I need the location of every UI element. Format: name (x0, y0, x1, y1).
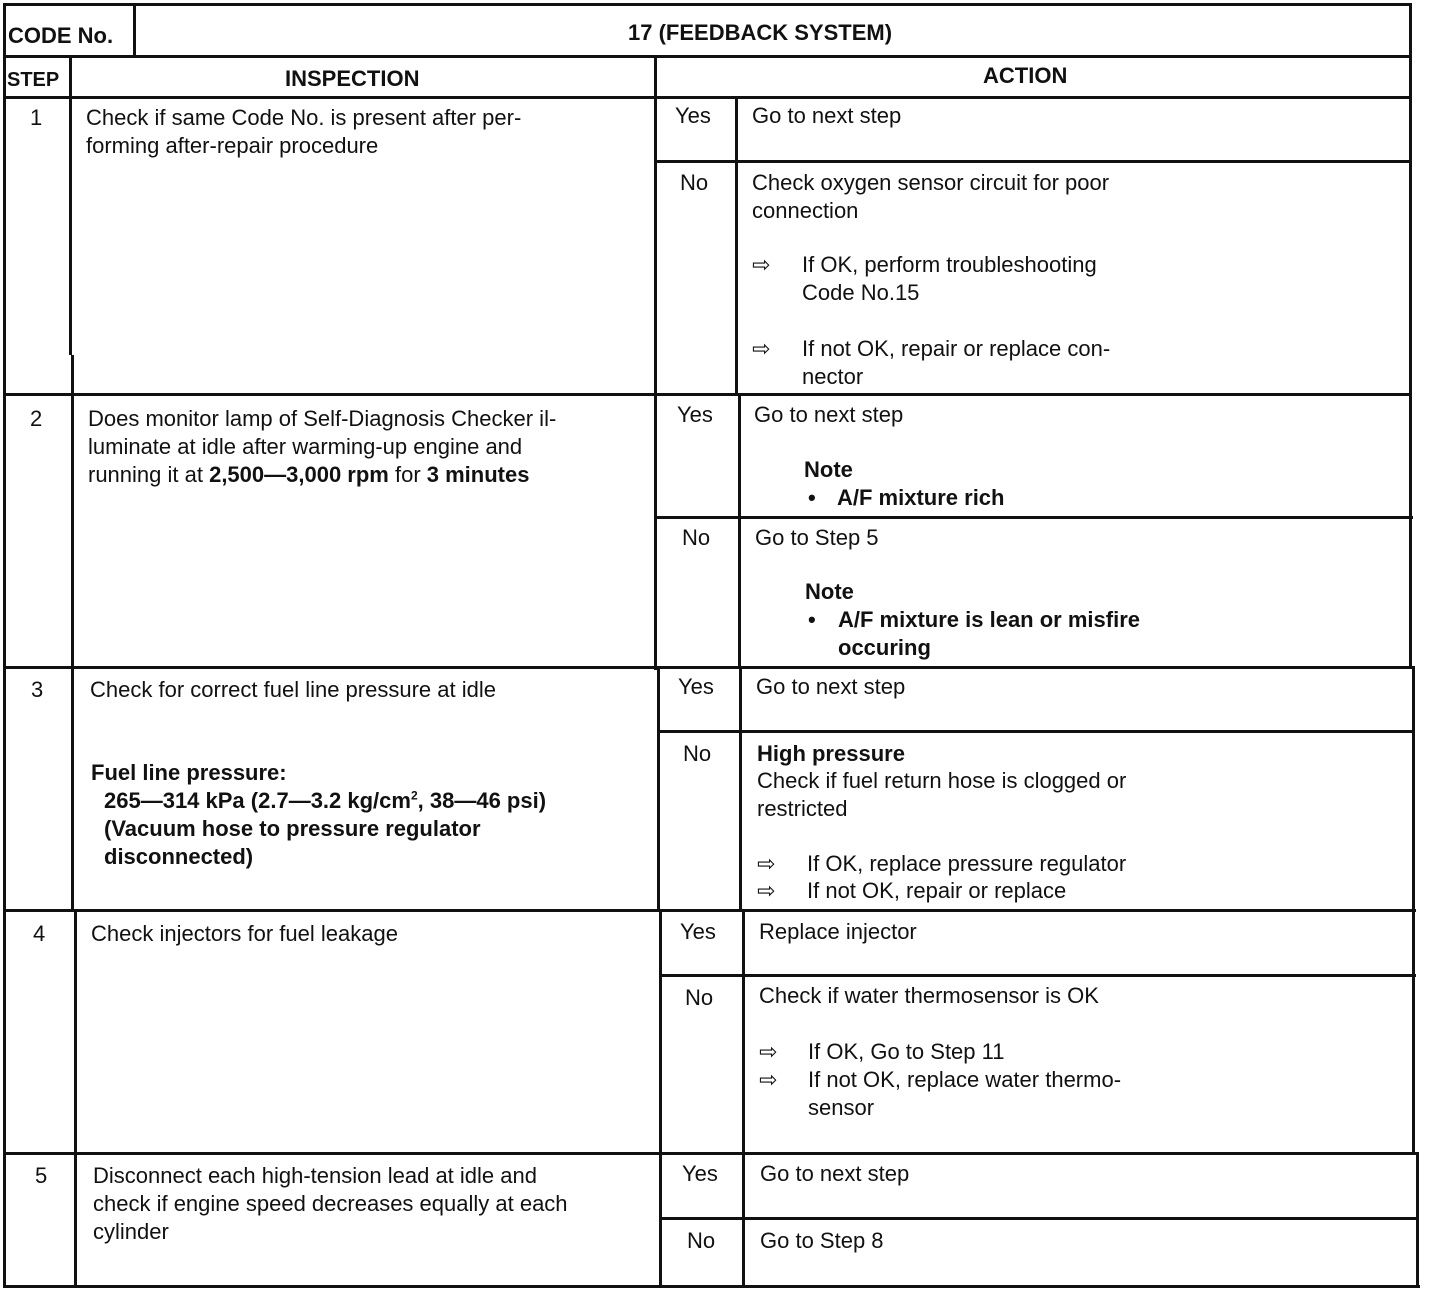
step4-yes-divider (660, 974, 1416, 977)
step-2-no-action: Go to Step 5 (755, 525, 879, 550)
step-1-no-bullet-line: If not OK, repair or replace con- (802, 336, 1111, 361)
header-divider (3, 55, 1411, 58)
step4-bottom (6, 1152, 1418, 1155)
step-3-spec-superscript: 2 (410, 788, 418, 803)
step-3-no-label: No (683, 741, 712, 766)
step-1-no-bullet-2 (802, 335, 1110, 391)
table-border-left (3, 3, 6, 1288)
step-4-no-bullet-line: If not OK, replace water thermo- (808, 1067, 1122, 1092)
step-3-spec-text: , 38—46 psi) (417, 788, 547, 813)
step-1-no-label: No (680, 170, 709, 195)
step-3-yes-label: Yes (678, 674, 714, 699)
step5-yes-divider (662, 1217, 1418, 1220)
bullet-icon: • (808, 607, 816, 632)
table-border-right-lower (1412, 666, 1415, 1154)
step-1-no-line: Check oxygen sensor circuit for poor (752, 170, 1110, 195)
step-3-no-action (757, 767, 1126, 823)
step-1-inspection-line: Check if same Code No. is present after per- (86, 105, 522, 130)
step-1-inspection-line: forming after-repair procedure (86, 133, 379, 158)
step-2-number: 2 (30, 406, 43, 431)
step-3-no-bullet-2: If not OK, repair or replace (807, 878, 1067, 903)
yesno-action-divider-2 (738, 393, 741, 669)
step-2-no-note-line: occuring (838, 635, 931, 660)
step-3-no-line: restricted (757, 796, 848, 821)
action-column-header: ACTION (983, 63, 1068, 88)
step2-bottom (6, 666, 1414, 669)
step-1-yes-label: Yes (675, 103, 711, 128)
step-3-yes-action: Go to next step (756, 674, 906, 699)
step-3-spec-pressure (104, 787, 546, 815)
step3-yes-divider (658, 730, 1414, 733)
step-2-no-label: No (682, 525, 711, 550)
step-3-no-line: Check if fuel return hose is clogged or (757, 768, 1127, 793)
step-4-number: 4 (33, 921, 46, 946)
step-2-yes-note-item: A/F mixture rich (837, 485, 1005, 510)
step-2-inspection (88, 405, 556, 489)
step-1-inspection (86, 104, 521, 160)
step-3-no-bullet-1: If OK, replace pressure regulator (807, 851, 1127, 876)
step2-yes-divider (656, 516, 1413, 519)
step-1-no-line: connection (752, 198, 859, 223)
step-1-number: 1 (30, 105, 43, 130)
step-4-no-label: No (685, 985, 714, 1010)
step1-bottom (6, 393, 1412, 396)
step-1-no-bullet-line: If OK, perform troubleshooting (802, 252, 1097, 277)
step-4-inspection: Check injectors for fuel leakage (91, 921, 398, 946)
arrow-icon: ⇨ (757, 878, 776, 903)
yesno-action-divider-4 (742, 909, 745, 1288)
step-1-no-bullet-line: Code No.15 (802, 280, 920, 305)
step-5-yes-label: Yes (682, 1161, 718, 1186)
step-2-yes-action: Go to next step (754, 402, 904, 427)
step-5-inspection-line: cylinder (93, 1219, 169, 1244)
arrow-icon: ⇨ (757, 851, 776, 876)
step-2-rpm-spec: 2,500—3,000 rpm (209, 462, 389, 487)
inspection-action-divider (654, 55, 657, 670)
step-2-inspection-text: running it at (88, 462, 210, 487)
step-3-number: 3 (31, 677, 44, 702)
step-5-inspection (93, 1162, 568, 1246)
step-3-no-title: High pressure (757, 741, 905, 766)
step-3-spec-line: (Vacuum hose to pressure regulator (104, 816, 481, 841)
arrow-icon: ⇨ (759, 1039, 778, 1064)
step-5-no-action: Go to Step 8 (760, 1228, 884, 1253)
step-column-divider (69, 55, 72, 355)
step-column-divider-lower (71, 355, 74, 910)
step1-yes-divider (656, 160, 1412, 163)
step-1-no-action (752, 169, 1109, 225)
step-2-yes-label: Yes (677, 402, 713, 427)
step-2-no-note-title: Note (805, 579, 854, 604)
step-3-spec-title: Fuel line pressure: (91, 760, 287, 785)
step-2-no-note-item (838, 606, 1140, 662)
step-5-yes-action: Go to next step (760, 1161, 910, 1186)
inspection-action-divider-lower (657, 666, 660, 911)
step-5-no-label: No (687, 1228, 716, 1253)
table-border-top (3, 3, 1411, 6)
step-1-yes-action: Go to next step (752, 103, 902, 128)
table-border-right (1409, 3, 1412, 668)
step-column-divider-bottom (74, 909, 77, 1288)
step-3-spec-line: disconnected) (104, 844, 254, 869)
step3-bottom (6, 909, 1416, 912)
inspection-action-divider-bottom (659, 909, 662, 1288)
step-4-no-bullet-1: If OK, Go to Step 11 (808, 1039, 1005, 1064)
arrow-icon: ⇨ (759, 1067, 778, 1092)
code-label-divider (133, 3, 136, 58)
code-label: CODE No. (8, 23, 114, 48)
step-3-spec (104, 787, 546, 871)
step-2-no-note-line: A/F mixture is lean or misfire (838, 607, 1140, 632)
code-value: 17 (FEEDBACK SYSTEM) (628, 20, 893, 45)
step-4-yes-label: Yes (680, 919, 716, 944)
arrow-icon: ⇨ (752, 336, 771, 361)
yesno-action-divider-3 (739, 666, 742, 911)
step-2-duration-spec: 3 minutes (426, 462, 530, 487)
step-3-inspection: Check for correct fuel line pressure at idle (90, 677, 496, 702)
column-header-divider (5, 96, 1411, 99)
step-1-no-bullet-1 (802, 251, 1097, 307)
step-4-no-bullet-2 (808, 1066, 1121, 1122)
step-5-inspection-line: Disconnect each high-tension lead at idle and (93, 1163, 537, 1188)
step-4-no-action: Check if water thermosensor is OK (759, 983, 1099, 1008)
step-2-inspection-text: for (388, 462, 427, 487)
step-5-inspection-line: check if engine speed decreases equally at each (93, 1191, 568, 1216)
step-2-yes-note-title: Note (804, 457, 853, 482)
table-border-right-bottom (1416, 1152, 1419, 1288)
table-border-bottom (6, 1285, 1420, 1288)
inspection-column-header: INSPECTION (285, 66, 420, 91)
step-4-no-bullet-line: sensor (808, 1095, 875, 1120)
step-5-number: 5 (35, 1163, 48, 1188)
bullet-icon: • (808, 485, 816, 510)
step-4-yes-action: Replace injector (759, 919, 917, 944)
step-2-inspection-line: Does monitor lamp of Self-Diagnosis Checker il- (88, 406, 557, 431)
yesno-action-divider (735, 96, 738, 396)
step-1-no-bullet-line: nector (802, 364, 864, 389)
step-3-spec-text: 265—314 kPa (2.7—3.2 kg/cm (104, 788, 411, 813)
step-column-header: STEP (7, 69, 60, 91)
step-2-inspection-line: luminate at idle after warming-up engine and (88, 434, 523, 459)
step-2-inspection-line (88, 461, 556, 489)
arrow-icon: ⇨ (752, 252, 771, 277)
